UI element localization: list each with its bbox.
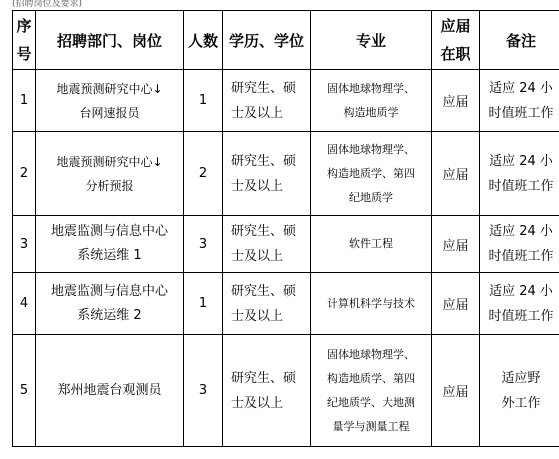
row-major bbox=[311, 132, 432, 216]
dept-line: 地震预测研究中心↓ bbox=[56, 81, 163, 96]
dept-line: 台网速报员 bbox=[79, 105, 140, 120]
row-note bbox=[480, 273, 559, 335]
row-current: 应届 bbox=[432, 216, 480, 273]
row-dept bbox=[36, 132, 184, 216]
row-major bbox=[311, 273, 432, 335]
education-line: 研究生、硕 bbox=[231, 224, 297, 239]
dept-line: 地震监测与信息中心 bbox=[50, 224, 168, 239]
row-count: 1 bbox=[184, 70, 223, 132]
header-index-line1: 序 bbox=[16, 17, 32, 35]
major-line: 软件工程 bbox=[349, 237, 393, 250]
row-dept bbox=[36, 273, 184, 335]
note-line: 适应 24 小 bbox=[489, 153, 553, 169]
row-education bbox=[223, 335, 311, 447]
major-line: 固体地球物理学、 bbox=[327, 81, 415, 95]
header-row bbox=[13, 11, 559, 70]
row-education bbox=[223, 216, 311, 273]
education-line: 研究生、硕 bbox=[231, 153, 297, 169]
note-line: 外工作 bbox=[501, 395, 541, 411]
table-row bbox=[13, 335, 559, 447]
row-major bbox=[311, 216, 432, 273]
major-line: 固体地球物理学、 bbox=[327, 347, 415, 361]
header-index bbox=[13, 11, 36, 70]
note-line: 时值班工作 bbox=[488, 308, 554, 324]
dept-line: 系统运维 1 bbox=[77, 248, 142, 263]
education-line: 士及以上 bbox=[231, 308, 284, 324]
row-index: 4 bbox=[13, 273, 36, 335]
row-current: 应届 bbox=[432, 273, 480, 335]
header-count: 人数 bbox=[184, 11, 223, 70]
note-line: 适应 24 小 bbox=[489, 283, 553, 299]
row-count: 3 bbox=[184, 335, 223, 447]
dept-line: 地震预测研究中心↓ bbox=[56, 154, 163, 169]
major-line: 固体地球物理学、 bbox=[327, 142, 415, 156]
header-note: 备注 bbox=[480, 11, 559, 70]
major-line: 构造地质学、第四 bbox=[327, 371, 415, 385]
major-line: 纪地质学、大地测 bbox=[327, 395, 415, 409]
recruitment-table bbox=[12, 10, 559, 447]
note-line: 时值班工作 bbox=[488, 178, 554, 194]
row-major bbox=[311, 70, 432, 132]
education-line: 研究生、硕 bbox=[231, 370, 297, 386]
note-line: 适应 24 小 bbox=[489, 224, 553, 239]
header-dept: 招聘部门、岗位 bbox=[36, 11, 184, 70]
major-line: 计算机科学与技术 bbox=[327, 296, 415, 310]
row-dept bbox=[36, 216, 184, 273]
row-note bbox=[480, 335, 559, 447]
table-row bbox=[13, 273, 559, 335]
major-line: 量学与测量工程 bbox=[332, 419, 410, 433]
table-row bbox=[13, 70, 559, 132]
dept-line: 郑州地震台观测员 bbox=[57, 382, 162, 398]
row-dept bbox=[36, 335, 184, 447]
row-current: 应届 bbox=[432, 70, 480, 132]
header-current-line2: 在职 bbox=[440, 45, 471, 63]
major-line: 纪地质学 bbox=[349, 190, 393, 204]
row-education bbox=[223, 132, 311, 216]
row-current: 应届 bbox=[432, 132, 480, 216]
header-index-line2: 号 bbox=[16, 45, 32, 63]
education-line: 士及以上 bbox=[231, 395, 284, 411]
top-fragment-text: (招聘岗位及要求) bbox=[12, 0, 83, 9]
header-current-line1: 应届 bbox=[440, 17, 471, 35]
row-dept bbox=[36, 70, 184, 132]
row-major bbox=[311, 335, 432, 447]
education-line: 士及以上 bbox=[231, 178, 284, 194]
row-count: 1 bbox=[184, 273, 223, 335]
table-row bbox=[13, 216, 559, 273]
header-education: 学历、学位 bbox=[223, 11, 311, 70]
major-line: 构造地质学、第四 bbox=[327, 166, 415, 180]
major-line: 构造地质学 bbox=[343, 105, 399, 119]
row-index: 5 bbox=[13, 335, 36, 447]
row-index: 1 bbox=[13, 70, 36, 132]
dept-line: 地震监测与信息中心 bbox=[50, 283, 168, 299]
row-count: 2 bbox=[184, 132, 223, 216]
row-education bbox=[223, 273, 311, 335]
education-line: 研究生、硕 bbox=[231, 80, 297, 96]
note-line: 时值班工作 bbox=[488, 105, 554, 121]
education-line: 研究生、硕 bbox=[231, 283, 297, 299]
row-note bbox=[480, 70, 559, 132]
row-education bbox=[223, 70, 311, 132]
row-count: 3 bbox=[184, 216, 223, 273]
header-major: 专业 bbox=[311, 11, 432, 70]
header-current bbox=[432, 11, 480, 70]
education-line: 士及以上 bbox=[231, 249, 284, 264]
row-current: 应届 bbox=[432, 335, 480, 447]
dept-line: 分析预报 bbox=[85, 178, 134, 193]
note-line: 适应 24 小 bbox=[489, 80, 553, 96]
row-note bbox=[480, 216, 559, 273]
row-note bbox=[480, 132, 559, 216]
education-line: 士及以上 bbox=[231, 105, 284, 121]
row-index: 3 bbox=[13, 216, 36, 273]
note-line: 时值班工作 bbox=[488, 249, 554, 264]
note-line: 适应野 bbox=[501, 370, 541, 386]
table-row bbox=[13, 132, 559, 216]
row-index: 2 bbox=[13, 132, 36, 216]
dept-line: 系统运维 2 bbox=[77, 307, 142, 323]
